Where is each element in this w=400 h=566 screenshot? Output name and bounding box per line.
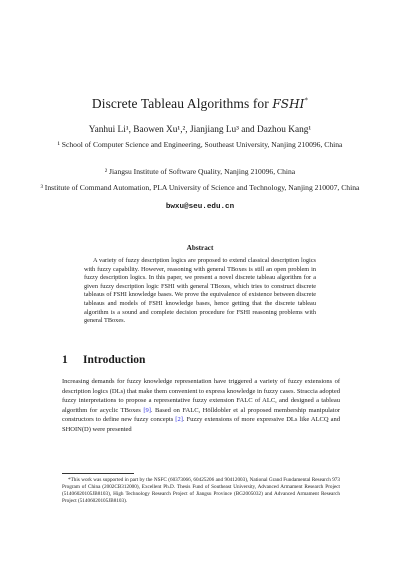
citation-link-9[interactable]: [9]: [143, 406, 151, 414]
footnote-rule: [62, 473, 134, 474]
affiliation-2: ² Jiangsu Institute of Software Quality, Nanjing 210096, China: [104, 167, 296, 176]
contact-email: bwxu@seu.edu.cn: [165, 203, 235, 211]
abstract-body: A variety of fuzzy description logics are proposed to extend classical description logics with fuzzy capability. However, reasoning with general TBoxes is still an open problem in fuzzy description logics. In this paper, we present a novel discrete tableau algorithm for a given fuzzy description logic FSHI with general TBoxes, which tries to construct discrete tableaus of FSHI knowledge bases. We prove the equivalence of existence between discrete tableaus and models of FSHI knowledge bases, hence getting that the discrete tableau algorithm is a sound and complete decision procedure for FSHI reasoning problems with general TBoxes.: [84, 257, 316, 325]
footnote: *This work was supported in part by the NSFC (60373066, 60425206 and 90412003), National Grand Fundamental Research 973 Program of China (2002CB312000), Excellent Ph.D. Thesis Fund of Southeast University, Advanced Armament Research Project (51406020105JB8103), High Technology Research Project of Jiangsu Province (BG2005032) and Advanced Armament Research Project (51406020105JB8103).: [62, 477, 340, 505]
citation-link-2[interactable]: [2]: [175, 416, 183, 424]
affiliation-1: ¹ School of Computer Science and Engineering, Southeast University, Nanjing 210096, China: [57, 140, 343, 149]
affiliation-3: ³ Institute of Command Automation, PLA University of Science and Technology, Nanjing 210007, China: [40, 183, 360, 192]
intro-text-part-3: . Fuzzy extensions of more expressive DLs like ALCQ and SHOIN(D) were presented: [62, 416, 340, 433]
section-heading: [62, 354, 145, 366]
section-title: Introduction: [83, 354, 146, 366]
intro-text-part-1: Increasing demands for fuzzy knowledge representation have triggered a variety of fuzzy extensions of description logics (DLs) that make them convenient to express knowledge in fuzzy cases. Straccia adopted fuzzy interpretations to propose a representative fuzzy extension FALC of ALC, and designed a tableau algorithm for acyclic TBoxes: [62, 378, 340, 414]
title-logic-name: FSHI: [272, 97, 305, 111]
intro-text-part-2: . Based on FALC, Hölldobler et al proposed membership manipulator constructors to define new fuzzy concepts: [62, 406, 341, 424]
introduction-paragraph: [62, 377, 340, 435]
author-list: Yanhui Li¹, Baowen Xu¹,², Jianjiang Lu³ and Dazhou Kang¹: [88, 125, 312, 135]
paper-title: [0, 96, 400, 112]
title-text: Discrete Tableau Algorithms for: [91, 96, 273, 111]
section-number: 1: [62, 354, 68, 366]
abstract-heading: Abstract: [186, 244, 214, 252]
title-footnote-mark: *: [304, 96, 309, 105]
